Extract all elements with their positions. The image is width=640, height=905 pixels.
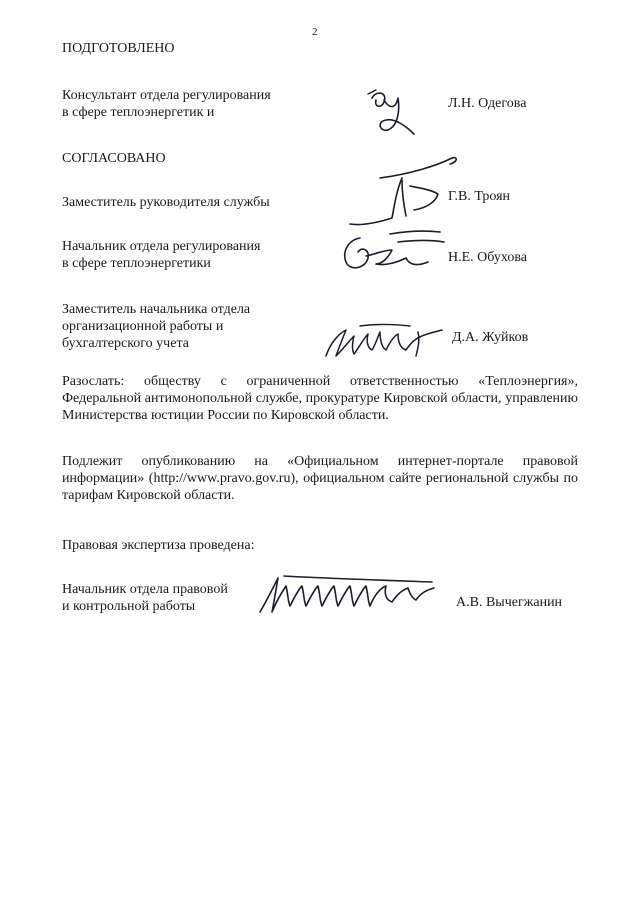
prepared-position-line-1: Консультант отдела регулирования [62, 88, 271, 103]
prepared-position-line-2: в сфере теплоэнергетик и [62, 105, 215, 120]
signature-troyan [340, 152, 460, 232]
legal-review-position-line-1: Начальник отдела правовой [62, 582, 228, 597]
signatory-3-name: Д.А. Жуйков [452, 330, 529, 345]
signatory-3-position-line-2: организационной работы и [62, 319, 224, 334]
prepared-heading: ПОДГОТОВЛЕНО [62, 41, 175, 56]
legal-review-name: А.В. Вычегжанин [456, 595, 563, 610]
legal-review-position-line-2: и контрольной работы [62, 599, 196, 614]
signatory-3-position-line-3: бухгалтерского учета [62, 336, 189, 351]
signatory-1-name: Г.В. Троян [448, 189, 511, 204]
page-number: 2 [312, 26, 318, 38]
prepared-name: Л.Н. Одегова [448, 96, 527, 111]
signatory-3-position-line-1: Заместитель начальника отдела [62, 302, 251, 317]
legal-review-heading: Правовая экспертиза проведена: [62, 538, 255, 553]
signatory-2-position-line-2: в сфере теплоэнергетики [62, 256, 211, 271]
signature-odegova [362, 86, 422, 142]
signatory-2-name: Н.Е. Обухова [448, 250, 527, 265]
publication-text: Подлежит опубликованию на «Официальном интернет-портале правовой информации» (http://www.pravo.gov.ru), официальном сайте региональной службы по тарифам Кировской области. [62, 454, 578, 503]
signature-vychegzhanin [256, 572, 440, 616]
signatory-1-position-line-1: Заместитель руководителя службы [62, 195, 270, 210]
distribution-text: Разослать: обществу с ограниченной ответственностью «Теплоэнергия», Федеральной антимонопольной службе, прокуратуре Кировской области, управлению Министерства юстиции России по Кировской области. [62, 374, 578, 423]
signature-zhuykov [322, 318, 446, 362]
signatory-2-position-line-1: Начальник отдела регулирования [62, 239, 261, 254]
agreed-heading: СОГЛАСОВАНО [62, 151, 166, 166]
signature-obukhova [336, 228, 448, 276]
